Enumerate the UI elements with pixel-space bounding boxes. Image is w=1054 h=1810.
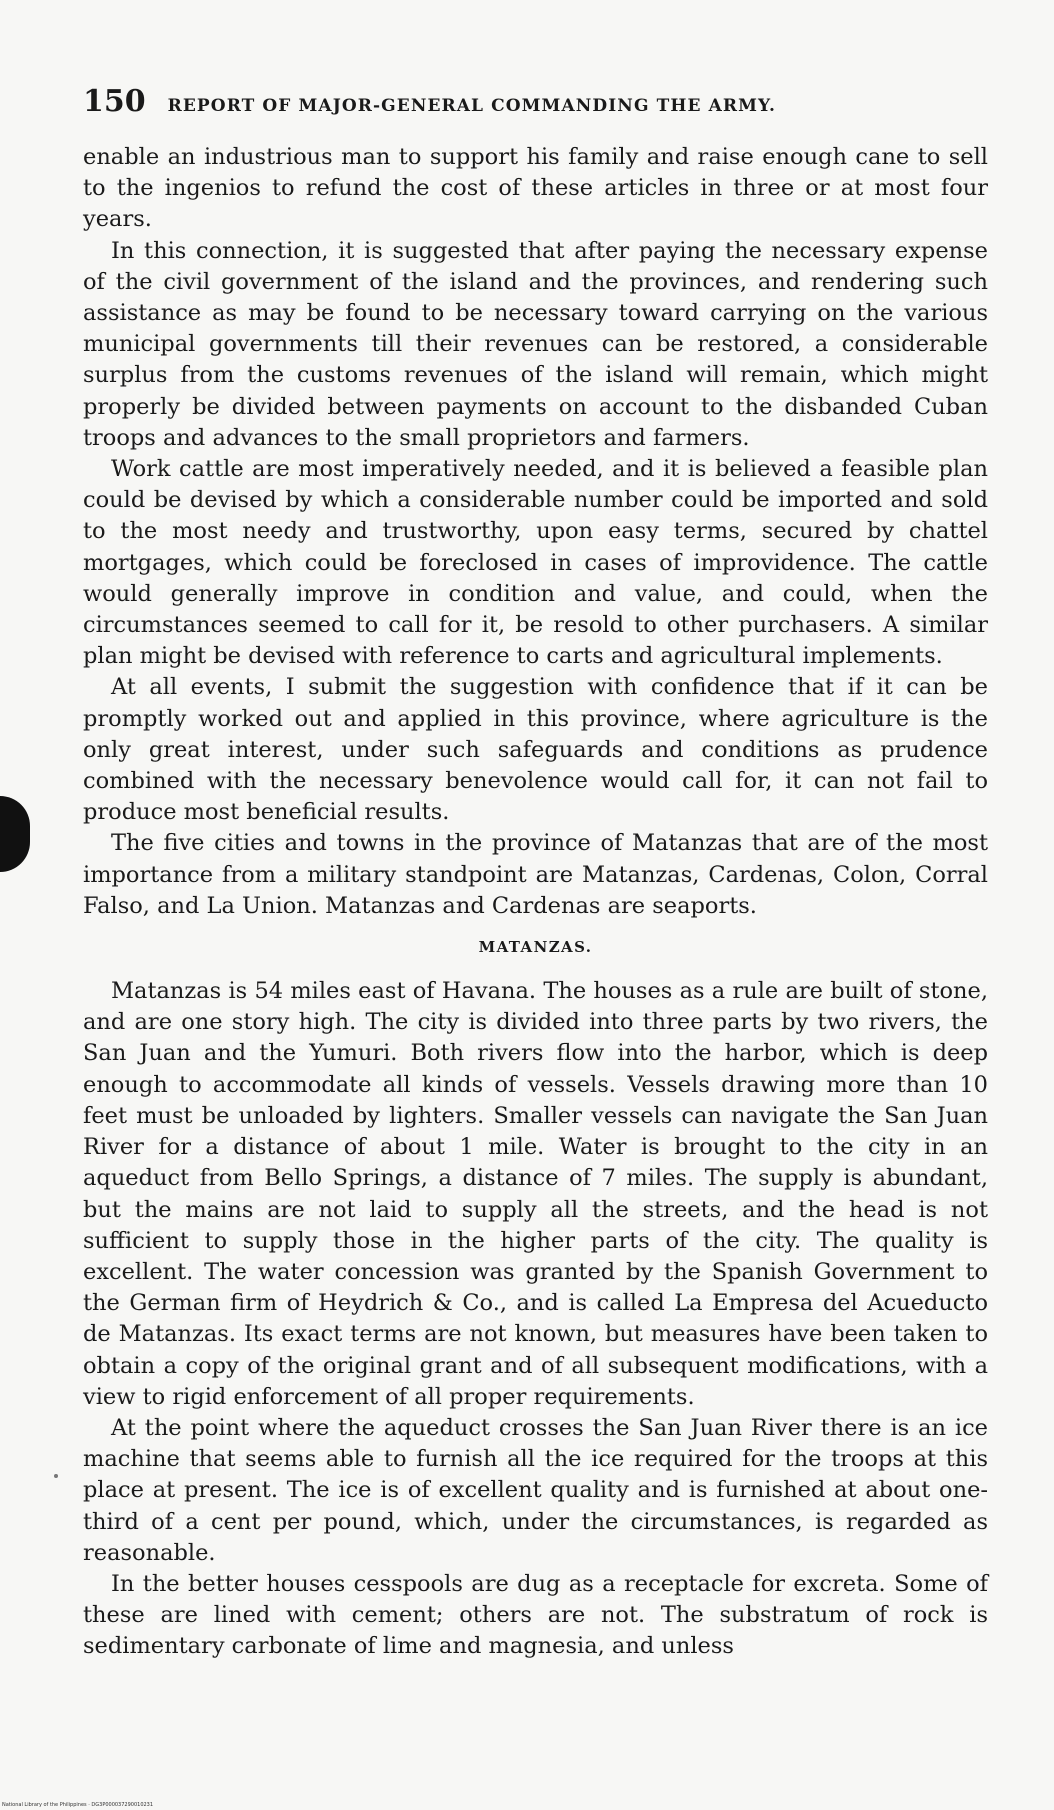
ink-blot: [0, 796, 30, 872]
running-head: REPORT OF MAJOR-GENERAL COMMANDING THE ARMY.: [167, 96, 777, 116]
paragraph: enable an industrious man to support his family and raise enough cane to sell to the ingenios to refund the cost of these articles in three or at most four years.: [83, 144, 988, 233]
paragraph: In this connection, it is suggested that after paying the necessary expense of the civil government of the island and the provinces, and rendering such assistance as may be found to be necessary toward carrying on the various municipal governments till their revenues can be restored, a considerable surplus from the customs revenues of the island will remain, which might properly be divided between payments on account to the disbanded Cuban troops and advances to the small proprietors and farmers.: [83, 237, 988, 451]
paragraph: Matanzas is 54 miles east of Havana. The houses as a rule are built of stone, and are one story high. The city is divided into three parts by two rivers, the San Juan and the Yumuri. Both rivers flow into the harbor, which is deep enough to accommodate all kinds of vessels. Vessels drawing more than 10 feet must be unloaded by lighters. Smaller vessels can navigate the San Juan River for a distance of about 1 mile. Water is brought to the city in an aqueduct from Bello Springs, a distance of 7 miles. The supply is abundant, but the mains are not laid to supply all the streets, and the head is not sufficient to supply those in the higher parts of the city. The quality is excellent. The water concession was granted by the Spanish Government to the German firm of Heydrich & Co., and is called La Empresa del Acueducto de Matanzas. Its exact terms are not known, but measures have been taken to obtain a copy of the original grant and of all subsequent modifications, with a view to rigid enforcement of all proper requirements.: [83, 978, 988, 1410]
paragraph: The five cities and towns in the province of Matanzas that are of the most importance from a military standpoint are Matanzas, Cardenas, Colon, Corral Falso, and La Union. Matanzas and Cardenas are seaports.: [83, 830, 988, 919]
page-number: 150: [83, 84, 146, 119]
paragraph: At the point where the aqueduct crosses the San Juan River there is an ice machine that seems able to furnish all the ice required for the troops at this place at present. The ice is of excellent quality and is furnished at about one-third of a cent per pound, which, under the circumstances, is regarded as reasonable.: [83, 1414, 988, 1566]
section-heading: MATANZAS.: [478, 938, 593, 957]
page-header: [83, 84, 988, 132]
text-block: [83, 84, 988, 1663]
library-stamp: National Library of the Philippines · DG3P000037290010231: [2, 1802, 154, 1808]
paragraph: Work cattle are most imperatively needed, and it is believed a feasible plan could be devised by which a considerable number could be imported and sold to the most needy and trustworthy, upon easy terms, secured by chattel mortgages, which could be foreclosed in cases of improvidence. The cattle would generally improve in condition and value, and could, when the circumstances seemed to call for it, be resold to other purchasers. A similar plan might be devised with reference to carts and agricultural implements.: [83, 456, 988, 670]
paragraph: In the better houses cesspools are dug as a receptacle for excreta. Some of these are lined with cement; others are not. The substratum of rock is sedimentary carbonate of lime and magnesia, and unless: [83, 1570, 988, 1660]
scan-speck: [54, 1474, 58, 1478]
paragraph: At all events, I submit the suggestion with confidence that if it can be promptly worked out and applied in this province, where agriculture is the only great interest, under such safeguards and conditions as prudence combined with the necessary benevolence would call for, it can not fail to produce most beneficial results.: [83, 674, 988, 826]
